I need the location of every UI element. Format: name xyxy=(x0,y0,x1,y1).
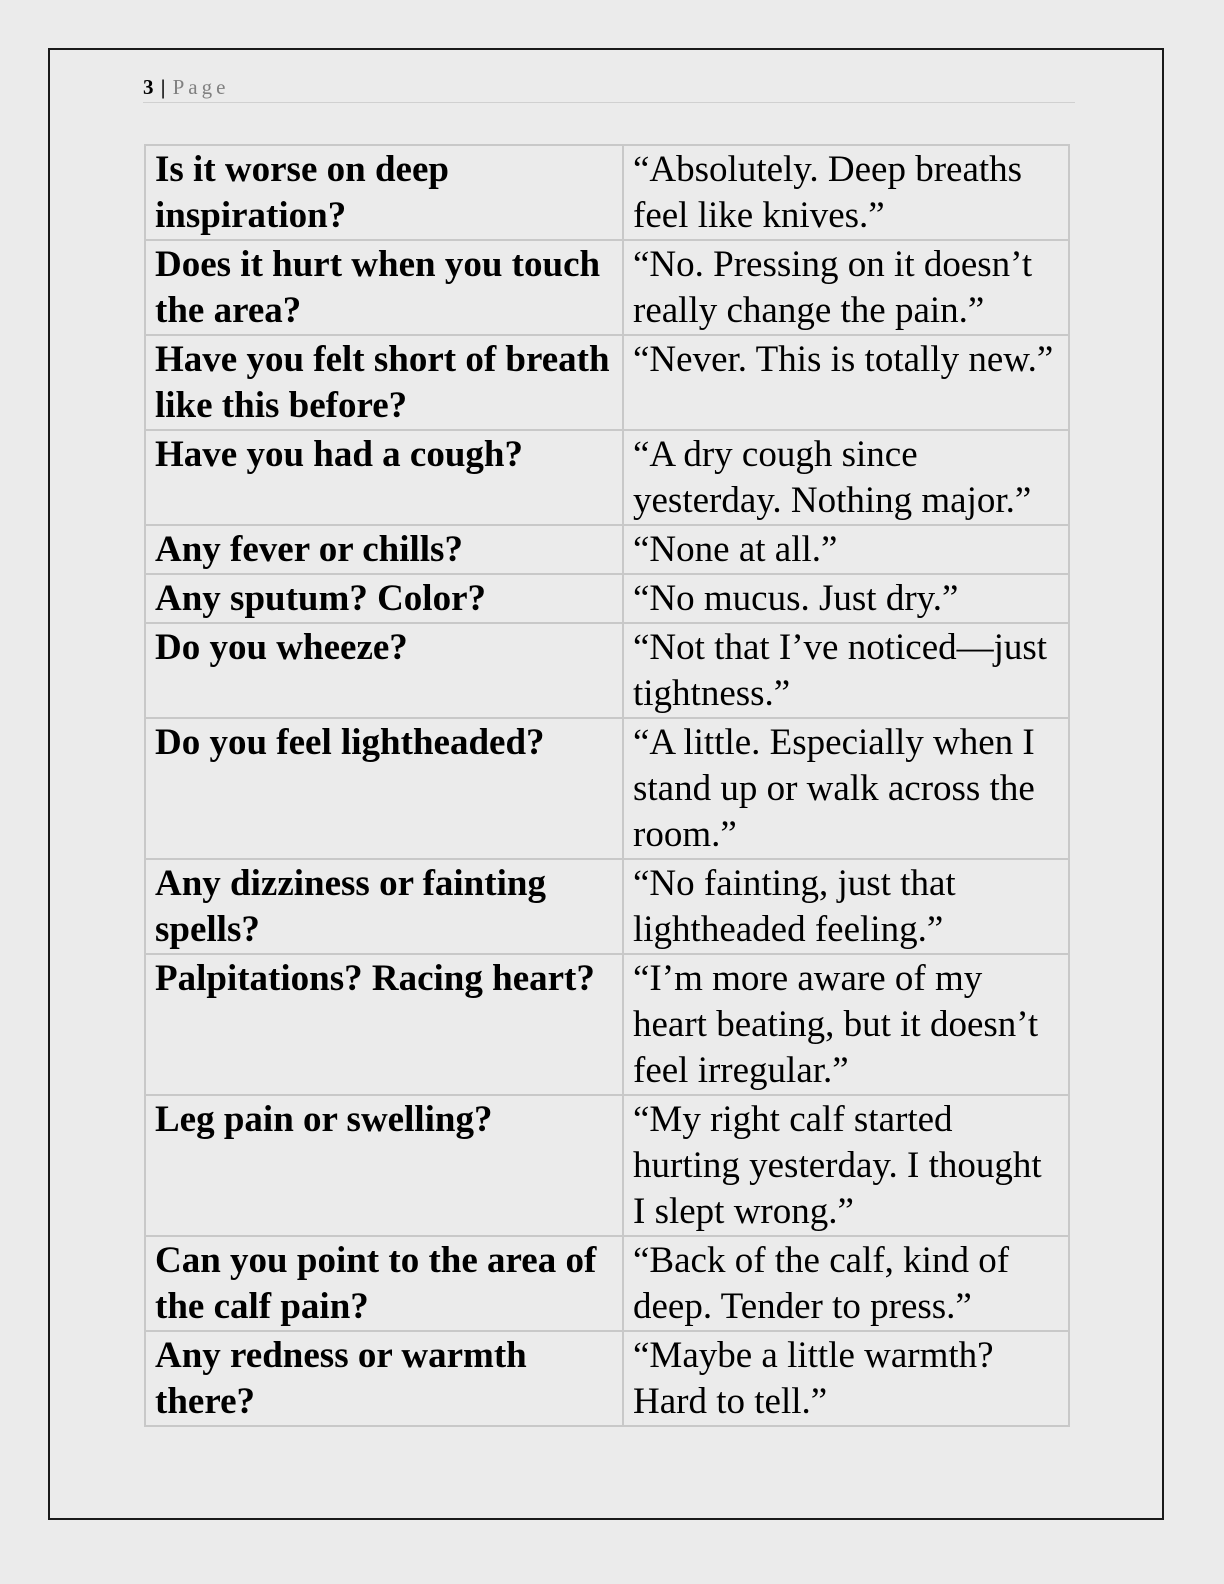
question-cell: Leg pain or swelling? xyxy=(145,1095,623,1236)
question-cell: Any sputum? Color? xyxy=(145,574,623,623)
table-row xyxy=(145,335,1069,430)
table-row xyxy=(145,718,1069,859)
page-number: 3 xyxy=(143,75,154,99)
question-cell: Any fever or chills? xyxy=(145,525,623,574)
qa-table xyxy=(144,144,1070,1427)
table-row xyxy=(145,240,1069,335)
table-row xyxy=(145,954,1069,1095)
question-cell: Is it worse on deep inspiration? xyxy=(145,145,623,240)
question-cell: Does it hurt when you touch the area? xyxy=(145,240,623,335)
table-row xyxy=(145,1095,1069,1236)
answer-cell: “No fainting, just that lightheaded feeling.” xyxy=(623,859,1069,954)
answer-cell: “No. Pressing on it doesn’t really change the pain.” xyxy=(623,240,1069,335)
table-row xyxy=(145,859,1069,954)
answer-cell: “None at all.” xyxy=(623,525,1069,574)
question-cell: Do you feel lightheaded? xyxy=(145,718,623,859)
page-label: Page xyxy=(172,75,230,99)
document-page xyxy=(48,48,1164,1520)
question-cell: Any redness or warmth there? xyxy=(145,1331,623,1426)
answer-cell: “Never. This is totally new.” xyxy=(623,335,1069,430)
answer-cell: “Not that I’ve noticed—just tightness.” xyxy=(623,623,1069,718)
answer-cell: “My right calf started hurting yesterday. I thought I slept wrong.” xyxy=(623,1095,1069,1236)
question-cell: Can you point to the area of the calf pain? xyxy=(145,1236,623,1331)
page-header xyxy=(143,72,1075,103)
table-row xyxy=(145,145,1069,240)
table-row xyxy=(145,1236,1069,1331)
answer-cell: “Back of the calf, kind of deep. Tender to press.” xyxy=(623,1236,1069,1331)
header-separator: | xyxy=(160,75,166,99)
question-cell: Have you had a cough? xyxy=(145,430,623,525)
question-cell: Palpitations? Racing heart? xyxy=(145,954,623,1095)
answer-cell: “A little. Especially when I stand up or walk across the room.” xyxy=(623,718,1069,859)
answer-cell: “Maybe a little warmth? Hard to tell.” xyxy=(623,1331,1069,1426)
question-cell: Do you wheeze? xyxy=(145,623,623,718)
table-row xyxy=(145,574,1069,623)
table-row xyxy=(145,1331,1069,1426)
question-cell: Any dizziness or fainting spells? xyxy=(145,859,623,954)
answer-cell: “A dry cough since yesterday. Nothing major.” xyxy=(623,430,1069,525)
answer-cell: “No mucus. Just dry.” xyxy=(623,574,1069,623)
answer-cell: “Absolutely. Deep breaths feel like knives.” xyxy=(623,145,1069,240)
table-row xyxy=(145,430,1069,525)
table-row xyxy=(145,623,1069,718)
answer-cell: “I’m more aware of my heart beating, but it doesn’t feel irregular.” xyxy=(623,954,1069,1095)
table-row xyxy=(145,525,1069,574)
question-cell: Have you felt short of breath like this before? xyxy=(145,335,623,430)
